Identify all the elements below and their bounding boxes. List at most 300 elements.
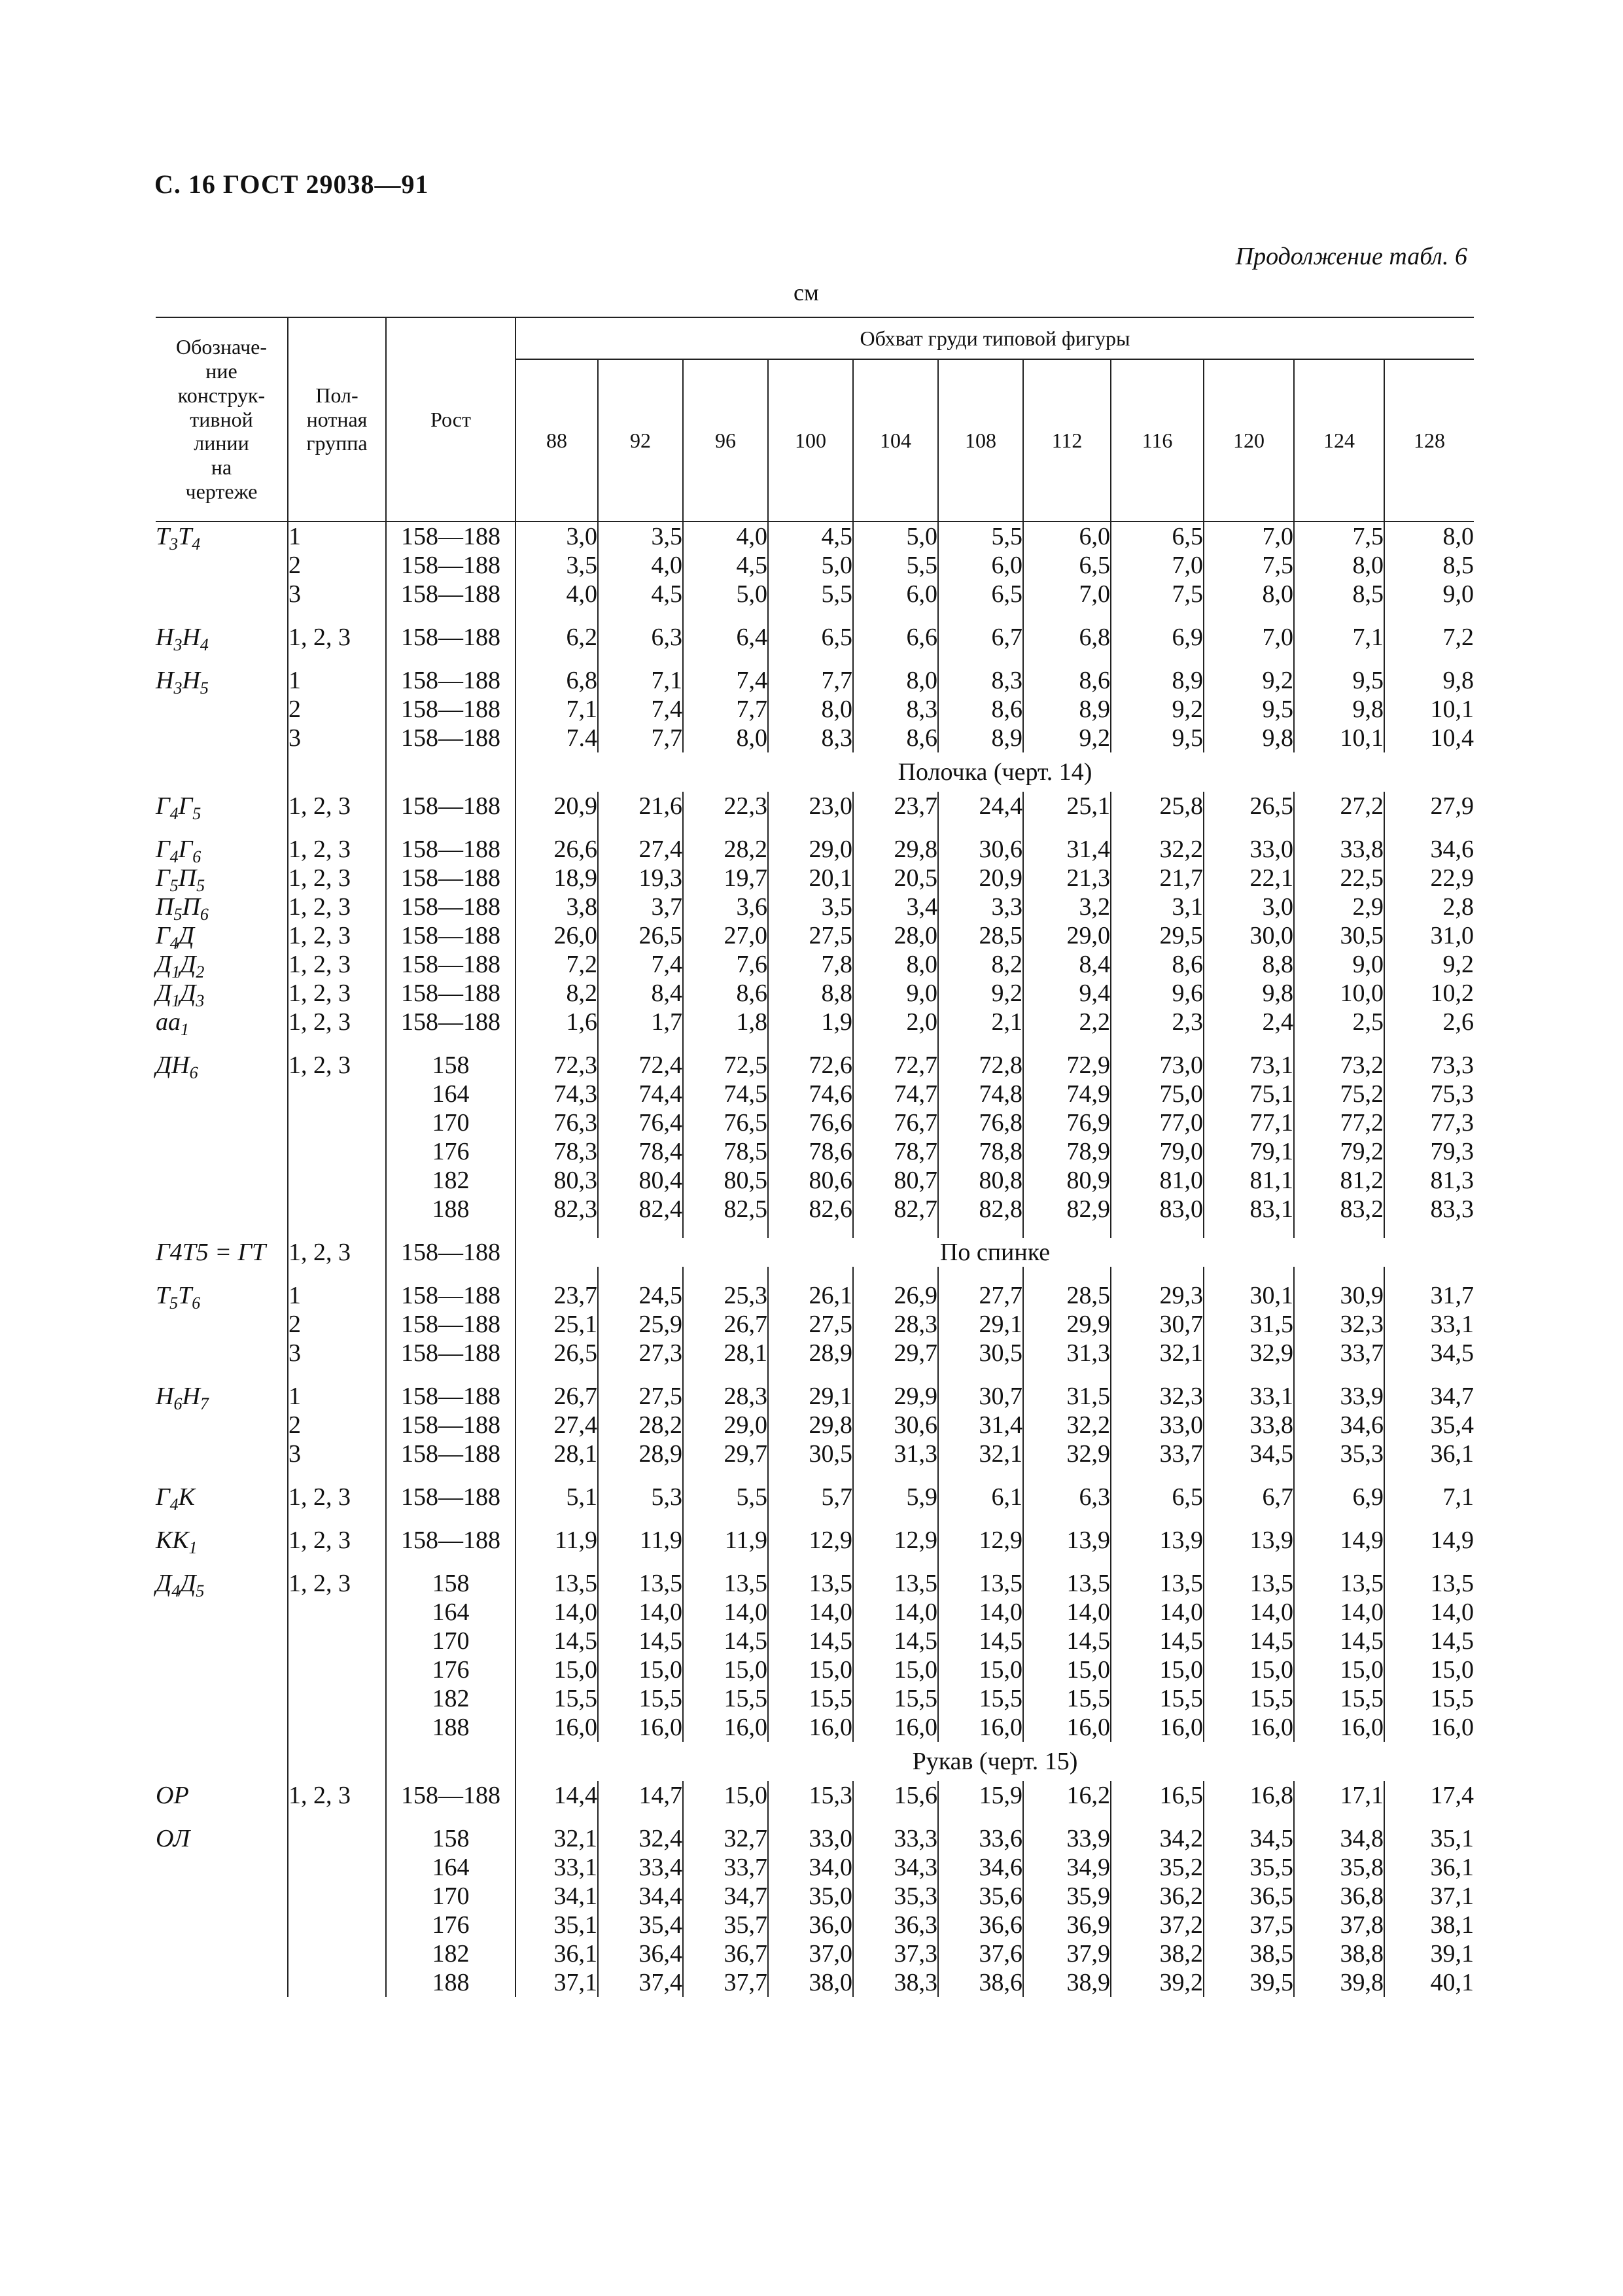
measurement-value: 26,6: [553, 836, 597, 863]
measurement-value: 74,3: [553, 1080, 597, 1108]
measurement-value: 7,1: [1352, 624, 1384, 651]
measurement-value: 29,0: [1066, 922, 1110, 949]
measurement-value: 5,7: [821, 1483, 852, 1511]
measurement-value: 77,1: [1249, 1109, 1293, 1137]
measurement-value: 35,0: [809, 1882, 852, 1910]
measurement-value: 31,5: [1066, 1383, 1110, 1410]
measurement-value: 20,9: [553, 792, 597, 820]
measurement-value: 14,4: [553, 1782, 597, 1809]
measurement-value: 72,7: [894, 1051, 937, 1079]
height-value: 188: [432, 1195, 470, 1223]
measurement-value: 78,4: [638, 1138, 682, 1165]
group-value: 1, 2, 3: [288, 792, 351, 820]
measurement-value: 13,9: [1249, 1527, 1293, 1554]
measurement-value: 14,0: [1066, 1598, 1110, 1626]
measurement-value: 6,5: [1172, 523, 1203, 550]
measurement-value: 7,0: [1262, 624, 1293, 651]
measurement-value: 4,5: [736, 552, 767, 579]
measurement-value: 35,6: [979, 1882, 1022, 1910]
measurement-value: 40,1: [1430, 1969, 1474, 1996]
group-value: 2: [288, 1411, 301, 1439]
table-row: [156, 1781, 1474, 1810]
measurement-value: 38,1: [1430, 1911, 1474, 1939]
measurement-value: 33,8: [1249, 1411, 1293, 1439]
measurement-value: 6,9: [1172, 624, 1203, 651]
measurement-value: 23,7: [894, 792, 937, 820]
measurement-value: 14,5: [638, 1627, 682, 1655]
measurement-value: 20,9: [979, 864, 1022, 892]
height-value: 170: [432, 1882, 470, 1910]
height-value: 158—188: [401, 1239, 500, 1266]
measurement-value: 13,5: [724, 1570, 767, 1597]
measurement-value: 39,5: [1249, 1969, 1293, 1996]
measurement-value: 73,3: [1430, 1051, 1474, 1079]
measurement-value: 9,2: [1172, 696, 1203, 723]
measurement-value: 36,1: [1430, 1440, 1474, 1468]
measurement-value: 13,9: [1159, 1527, 1203, 1554]
measurement-value: 14,5: [894, 1627, 937, 1655]
measurement-value: 34,3: [894, 1854, 937, 1881]
measurement-value: 29,1: [809, 1383, 852, 1410]
measurement-value: 9,8: [1262, 980, 1293, 1007]
measurement-value: 5,0: [906, 523, 937, 550]
group-value: 1: [288, 667, 301, 694]
measurement-value: 32,4: [638, 1825, 682, 1852]
measurement-value: 34,5: [1249, 1440, 1293, 1468]
measurement-value: 7,0: [1172, 552, 1203, 579]
measurement-value: 14,5: [1159, 1627, 1203, 1655]
measurement-value: 27,7: [979, 1282, 1022, 1309]
measurement-value: 29,0: [724, 1411, 767, 1439]
measurement-value: 2,2: [1079, 1008, 1110, 1036]
table-row: [156, 1483, 1474, 1511]
height-value: 158—188: [401, 980, 500, 1007]
table-row: [156, 666, 1474, 752]
height-value: 158—188: [401, 696, 500, 723]
measurement-value: 35,4: [638, 1911, 682, 1939]
measurement-value: 37,2: [1159, 1911, 1203, 1939]
section-title: По спинке: [939, 1239, 1051, 1266]
measurement-value: 78,7: [894, 1138, 937, 1165]
measurement-value: 16,0: [1159, 1714, 1203, 1741]
measurement-value: 18,9: [553, 864, 597, 892]
measurement-value: 22,1: [1249, 864, 1293, 892]
measurement-value: 8,0: [821, 696, 852, 723]
measurement-value: 31,0: [1430, 922, 1474, 949]
measurement-value: 36,6: [979, 1911, 1022, 1939]
measurement-value: 14,5: [1249, 1627, 1293, 1655]
measurement-value: 30,0: [1249, 922, 1293, 949]
measurement-value: 8,5: [1352, 580, 1384, 608]
height-value: 170: [432, 1627, 470, 1655]
measurement-value: 15,5: [1430, 1685, 1474, 1712]
measurement-value: 33,0: [1159, 1411, 1203, 1439]
measurement-value: 25,1: [553, 1311, 597, 1338]
height-value: 158—188: [401, 836, 500, 863]
measurement-value: 8,4: [1079, 951, 1110, 978]
table-row: [156, 1051, 1474, 1224]
measurement-value: 8,8: [821, 980, 852, 1007]
group-value: 3: [288, 1440, 301, 1468]
measurement-value: 8,4: [651, 980, 682, 1007]
measurement-value: 5,5: [906, 552, 937, 579]
measurement-value: 13,5: [1159, 1570, 1203, 1597]
measurement-value: 13,5: [1340, 1570, 1384, 1597]
measurement-value: 14,0: [809, 1598, 852, 1626]
measurement-value: 16,0: [553, 1714, 597, 1741]
height-value: 158—188: [401, 724, 500, 752]
measurement-value: 2,3: [1172, 1008, 1203, 1036]
measurement-value: 15,9: [979, 1782, 1022, 1809]
measurement-value: 80,9: [1066, 1167, 1110, 1194]
measurement-value: 8,8: [1262, 951, 1293, 978]
table-row: [156, 792, 1474, 821]
measurement-value: 35,9: [1066, 1882, 1110, 1910]
measurement-value: 33,0: [809, 1825, 852, 1852]
measurement-value: 75,1: [1249, 1080, 1293, 1108]
measurement-value: 29,1: [979, 1311, 1022, 1338]
measurement-value: 11,9: [554, 1527, 597, 1554]
measurement-value: 83,2: [1340, 1195, 1384, 1223]
measurement-value: 32,2: [1066, 1411, 1110, 1439]
measurement-value: 10,4: [1430, 724, 1474, 752]
group-value: 2: [288, 552, 301, 579]
measurement-value: 36,7: [724, 1940, 767, 1968]
group-value: 3: [288, 1339, 301, 1367]
measurement-value: 14,9: [1340, 1527, 1384, 1554]
measurement-value: 37,1: [1430, 1882, 1474, 1910]
group-value: 1, 2, 3: [288, 951, 351, 978]
measurement-value: 3,6: [736, 893, 767, 921]
measurement-value: 3,3: [991, 893, 1022, 921]
measurement-value: 20,5: [894, 864, 937, 892]
measurement-value: 35,1: [1430, 1825, 1474, 1852]
measurement-value: 5,5: [821, 580, 852, 608]
measurement-value: 72,9: [1066, 1051, 1110, 1079]
line-designation: ОЛ: [156, 1825, 190, 1852]
measurement-value: 74,7: [894, 1080, 937, 1108]
measurement-value: 6,3: [1079, 1483, 1110, 1511]
measurement-value: 9,0: [906, 980, 937, 1007]
measurement-value: 82,5: [724, 1195, 767, 1223]
measurement-value: 72,8: [979, 1051, 1022, 1079]
measurement-value: 29,7: [724, 1440, 767, 1468]
measurement-value: 2,0: [906, 1008, 937, 1036]
measurement-value: 23,7: [553, 1282, 597, 1309]
measurement-value: 14,5: [979, 1627, 1022, 1655]
measurement-value: 15,0: [724, 1782, 767, 1809]
measurement-value: 6,3: [651, 624, 682, 651]
measurement-value: 37,6: [979, 1940, 1022, 1968]
measurement-value: 7.4: [566, 724, 597, 752]
measurement-value: 14,0: [638, 1598, 682, 1626]
measurement-value: 6,5: [991, 580, 1022, 608]
measurement-value: 35,4: [1430, 1411, 1474, 1439]
measurement-value: 31,5: [1249, 1311, 1293, 1338]
measurement-value: 21,6: [638, 792, 682, 820]
measurement-value: 35,8: [1340, 1854, 1384, 1881]
measurement-value: 37,8: [1340, 1911, 1384, 1939]
measurement-value: 8,9: [1079, 696, 1110, 723]
line-designation: $П_5П_6$: [156, 893, 209, 924]
measurement-value: 35,3: [894, 1882, 937, 1910]
measurement-value: 39,8: [1340, 1969, 1384, 1996]
measurement-value: 33,1: [1249, 1383, 1293, 1410]
measurement-value: 73,2: [1340, 1051, 1384, 1079]
measurement-value: 7,8: [821, 951, 852, 978]
measurement-value: 30,5: [1340, 922, 1384, 949]
group-value: 1, 2, 3: [288, 1239, 351, 1266]
measurement-value: 14,0: [1249, 1598, 1293, 1626]
measurement-value: 37,7: [724, 1969, 767, 1996]
height-value: 164: [432, 1854, 470, 1881]
measurement-value: 34,5: [1430, 1339, 1474, 1367]
measurement-value: 13,5: [894, 1570, 937, 1597]
measurement-value: 6,8: [566, 667, 597, 694]
measurement-value: 5,1: [566, 1483, 597, 1511]
height-value: 158—188: [401, 523, 500, 550]
group-value: 1, 2, 3: [288, 980, 351, 1007]
measurement-value: 3,2: [1079, 893, 1110, 921]
measurement-value: 15,0: [809, 1656, 852, 1684]
measurement-value: 36,2: [1159, 1882, 1203, 1910]
measurement-value: 72,4: [638, 1051, 682, 1079]
measurement-value: 2,5: [1352, 1008, 1384, 1036]
height-value: 158—188: [401, 922, 500, 949]
height-value: 170: [432, 1109, 470, 1137]
measurement-value: 10,1: [1430, 696, 1474, 723]
measurement-value: 26,7: [553, 1383, 597, 1410]
measurement-value: 1,7: [651, 1008, 682, 1036]
chest-size-header: 128: [1384, 359, 1474, 521]
chest-size-header: 116: [1111, 359, 1204, 521]
measurement-value: 7,5: [1172, 580, 1203, 608]
measurement-value: 6,9: [1352, 1483, 1384, 1511]
measurement-value: 14,0: [1340, 1598, 1384, 1626]
measurement-value: 79,0: [1159, 1138, 1203, 1165]
measurement-value: 7,7: [651, 724, 682, 752]
measurement-value: 8,0: [1262, 580, 1293, 608]
measurement-value: 26,5: [553, 1339, 597, 1367]
measurement-value: 27,2: [1340, 792, 1384, 820]
measurement-value: 74,8: [979, 1080, 1022, 1108]
line-designation: $ДН_6$: [156, 1051, 198, 1082]
measurement-value: 26,5: [1249, 792, 1293, 820]
unit-label: см: [794, 279, 819, 306]
measurement-value: 36,8: [1340, 1882, 1384, 1910]
measurement-value: 74,9: [1066, 1080, 1110, 1108]
measurement-value: 5,0: [736, 580, 767, 608]
measurement-value: 32,7: [724, 1825, 767, 1852]
group-value: 1, 2, 3: [288, 1782, 351, 1809]
line-designation: $Д_1Д_3$: [156, 980, 205, 1010]
line-designation: ОР: [156, 1782, 189, 1809]
group-value: 3: [288, 724, 301, 752]
measurement-value: 27,5: [809, 922, 852, 949]
measurement-value: 14,0: [1159, 1598, 1203, 1626]
height-value: 158: [432, 1825, 470, 1852]
measurement-value: 76,5: [724, 1109, 767, 1137]
measurement-value: 34,1: [553, 1882, 597, 1910]
measurement-value: 37,9: [1066, 1940, 1110, 1968]
measurement-value: 15,0: [1066, 1656, 1110, 1684]
measurement-value: 34,2: [1159, 1825, 1203, 1852]
measurement-value: 31,3: [1066, 1339, 1110, 1367]
measurement-value: 36,3: [894, 1911, 937, 1939]
measurement-value: 38,0: [809, 1969, 852, 1996]
measurement-value: 26,9: [894, 1282, 937, 1309]
table-row: [156, 1382, 1474, 1468]
measurement-value: 27,9: [1430, 792, 1474, 820]
measurement-value: 33,9: [1066, 1825, 1110, 1852]
measurement-value: 78,9: [1066, 1138, 1110, 1165]
height-value: 164: [432, 1598, 470, 1626]
measurement-value: 25,8: [1159, 792, 1203, 820]
measurement-value: 9,2: [991, 980, 1022, 1007]
measurement-value: 6,8: [1079, 624, 1110, 651]
measurement-value: 7,4: [651, 951, 682, 978]
measurement-value: 5,0: [821, 552, 852, 579]
measurement-value: 34,5: [1249, 1825, 1293, 1852]
measurement-value: 9,5: [1172, 724, 1203, 752]
height-value: 158—188: [401, 1383, 500, 1410]
measurement-value: 8,3: [821, 724, 852, 752]
measurement-value: 78,5: [724, 1138, 767, 1165]
measurement-value: 5,9: [906, 1483, 937, 1511]
measurement-value: 10,2: [1430, 980, 1474, 1007]
measurement-value: 32,1: [553, 1825, 597, 1852]
group-value: 1, 2, 3: [288, 1008, 351, 1036]
measurement-value: 19,7: [724, 864, 767, 892]
measurement-value: 3,5: [651, 523, 682, 550]
line-designation: $Т_3Т_4$: [156, 523, 201, 554]
measurement-value: 72,5: [724, 1051, 767, 1079]
measurement-value: 75,0: [1159, 1080, 1203, 1108]
chest-size-header: 96: [683, 359, 768, 521]
measurement-value: 80,3: [553, 1167, 597, 1194]
measurement-value: 8,0: [736, 724, 767, 752]
height-value: 182: [432, 1167, 470, 1194]
measurement-value: 34,8: [1340, 1825, 1384, 1852]
height-value: 176: [432, 1138, 470, 1165]
line-designation: $Н_3Н_4$: [156, 624, 209, 654]
measurement-value: 80,7: [894, 1167, 937, 1194]
measurement-value: 26,5: [638, 922, 682, 949]
measurement-value: 30,7: [979, 1383, 1022, 1410]
height-value: 176: [432, 1656, 470, 1684]
measurement-value: 4,5: [651, 580, 682, 608]
measurement-value: 16,0: [1430, 1714, 1474, 1741]
measurement-value: 33,6: [979, 1825, 1022, 1852]
measurement-value: 27,3: [638, 1339, 682, 1367]
measurement-value: 8,9: [991, 724, 1022, 752]
chest-size-header: 92: [598, 359, 683, 521]
measurement-value: 12,9: [809, 1527, 852, 1554]
measurement-value: 7,6: [736, 951, 767, 978]
measurement-value: 16,2: [1066, 1782, 1110, 1809]
measurement-value: 15,0: [1249, 1656, 1293, 1684]
height-value: 182: [432, 1685, 470, 1712]
measurement-value: 7,2: [1442, 624, 1474, 651]
measurement-value: 33,4: [638, 1854, 682, 1881]
measurement-value: 15,6: [894, 1782, 937, 1809]
measurement-value: 30,5: [809, 1440, 852, 1468]
measurement-value: 7,4: [736, 667, 767, 694]
measurement-value: 3,8: [566, 893, 597, 921]
measurement-value: 35,5: [1249, 1854, 1293, 1881]
measurement-value: 29,8: [809, 1411, 852, 1439]
measurement-value: 13,9: [1066, 1527, 1110, 1554]
measurement-value: 8,5: [1442, 552, 1474, 579]
measurement-value: 38,6: [979, 1969, 1022, 1996]
measurement-value: 19,3: [638, 864, 682, 892]
measurement-value: 14,5: [809, 1627, 852, 1655]
line-designation: $Г_4Г_5$: [156, 792, 201, 823]
measurement-value: 15,5: [1066, 1685, 1110, 1712]
measurement-value: 80,5: [724, 1167, 767, 1194]
line-designation: $Д_1Д_2$: [156, 951, 205, 981]
measurement-value: 35,2: [1159, 1854, 1203, 1881]
measurement-value: 76,3: [553, 1109, 597, 1137]
chest-size-header: 88: [515, 359, 598, 521]
measurement-value: 8,0: [906, 951, 937, 978]
measurement-value: 3,5: [821, 893, 852, 921]
measurement-value: 25,3: [724, 1282, 767, 1309]
measurement-value: 38,2: [1159, 1940, 1203, 1968]
measurement-value: 17,1: [1340, 1782, 1384, 1809]
height-value: 176: [432, 1911, 470, 1939]
measurement-value: 8,9: [1172, 667, 1203, 694]
measurement-value: 9,8: [1262, 724, 1293, 752]
measurement-value: 6,2: [566, 624, 597, 651]
table-row: [156, 521, 1474, 609]
measurement-value: 22,9: [1430, 864, 1474, 892]
measurement-value: 33,7: [724, 1854, 767, 1881]
measurement-value: 15,0: [894, 1656, 937, 1684]
measurement-value: 28,0: [894, 922, 937, 949]
measurement-value: 28,2: [724, 836, 767, 863]
measurement-value: 77,2: [1340, 1109, 1384, 1137]
measurement-value: 29,9: [1066, 1311, 1110, 1338]
measurement-value: 6,5: [1172, 1483, 1203, 1511]
measurement-value: 9,0: [1352, 951, 1384, 978]
measurement-value: 28,1: [553, 1440, 597, 1468]
measurement-value: 5,5: [991, 523, 1022, 550]
measurement-value: 21,7: [1159, 864, 1203, 892]
line-designation: $Д_4Д_5$: [156, 1570, 205, 1600]
measurement-value: 22,5: [1340, 864, 1384, 892]
measurement-value: 37,0: [809, 1940, 852, 1968]
measurement-value: 7,5: [1352, 523, 1384, 550]
table-row: [156, 1526, 1474, 1555]
table-row: [156, 835, 1474, 1036]
measurement-value: 15,5: [979, 1685, 1022, 1712]
measurement-value: 13,5: [979, 1570, 1022, 1597]
measurement-value: 35,3: [1340, 1440, 1384, 1468]
measurement-value: 4,0: [736, 523, 767, 550]
measurement-value: 27,4: [638, 836, 682, 863]
group-value: 1, 2, 3: [288, 1051, 351, 1079]
measurement-value: 15,0: [1430, 1656, 1474, 1684]
measurement-value: 31,3: [894, 1440, 937, 1468]
measurement-value: 15,0: [1340, 1656, 1384, 1684]
measurements-table: [156, 317, 1474, 1997]
height-value: 158—188: [401, 1311, 500, 1338]
measurement-value: 9,2: [1079, 724, 1110, 752]
table-row: [156, 1238, 1474, 1267]
line-designation: $аа_1$: [156, 1008, 189, 1039]
measurement-value: 78,6: [809, 1138, 852, 1165]
